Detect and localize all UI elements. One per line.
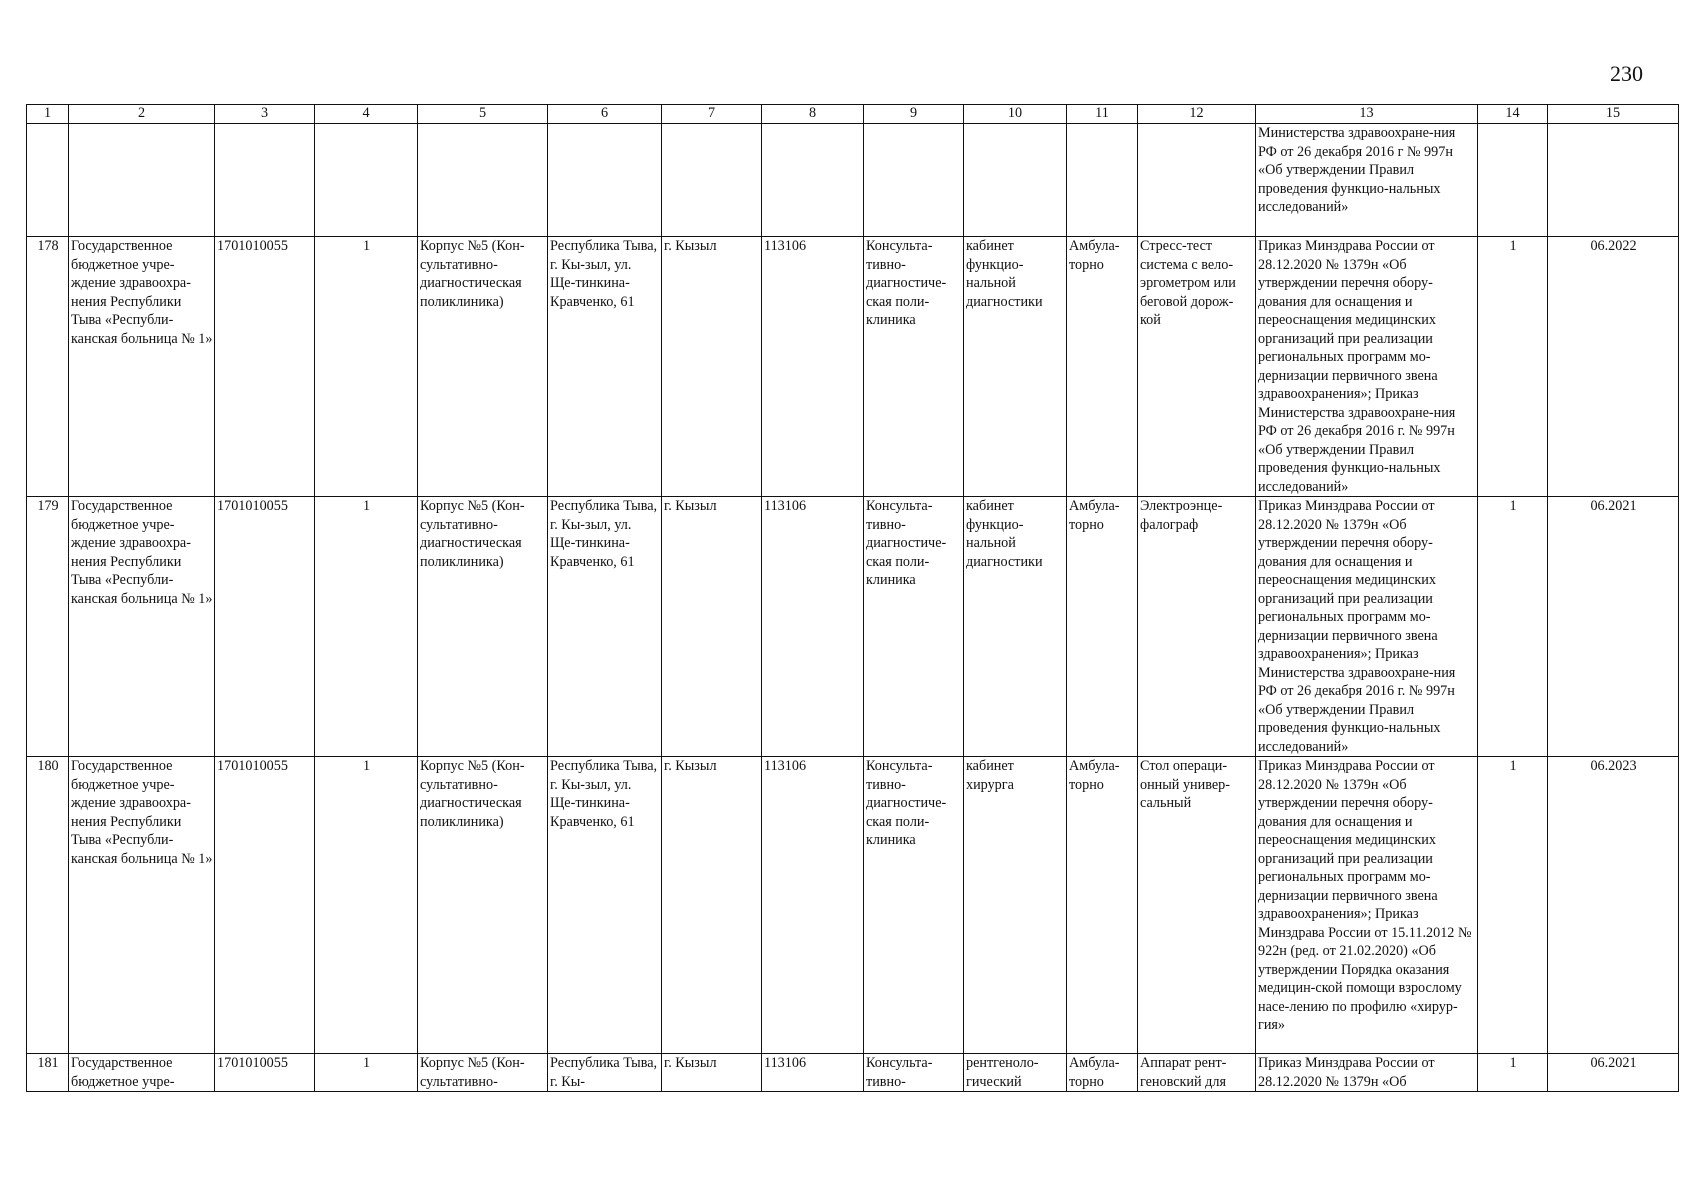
cell-organization: Государственное бюджетное учре-ждение здравоохра-нения Республики Тыва «Республи-канская больница № 1» bbox=[69, 497, 215, 757]
cell-c5 bbox=[418, 124, 548, 237]
cell-c11 bbox=[1067, 124, 1138, 237]
cell-equipment: Электроэнце-фалограф bbox=[1138, 497, 1256, 757]
cell-normative-basis: Приказ Минздрава России от 28.12.2020 № 1379н «Об утверждении перечня обору-дования для оснащения и переоснащения медицинских организаций при реализации региональных программ мо-дернизации первичного звена здравоохранения»; Приказ Министерства здравоохране-ния РФ от 26 декабря 2016 г. № 997н «Об утверждении Правил проведения функцио-нальных исследований» bbox=[1256, 237, 1478, 497]
cell-c4-value: 1 bbox=[315, 497, 418, 757]
cell-c3 bbox=[215, 124, 315, 237]
cell-quantity: 1 bbox=[1478, 237, 1548, 497]
page-number: 230 bbox=[1610, 61, 1643, 86]
column-header-7: 7 bbox=[662, 105, 762, 124]
cell-organization: Государственное бюджетное учре- bbox=[69, 1054, 215, 1092]
column-header-13: 13 bbox=[1256, 105, 1478, 124]
cell-building: Корпус №5 (Кон-сультативно-диагностическая поликлиника) bbox=[418, 237, 548, 497]
cell-care-form: Амбула-торно bbox=[1067, 1054, 1138, 1092]
column-header-4: 4 bbox=[315, 105, 418, 124]
cell-c8 bbox=[762, 124, 864, 237]
cell-row-number: 179 bbox=[27, 497, 69, 757]
column-header-12: 12 bbox=[1138, 105, 1256, 124]
cell-subdivision: Консульта-тивно-диагностиче-ская поли-клиника bbox=[864, 237, 964, 497]
column-header-11: 11 bbox=[1067, 105, 1138, 124]
column-header-10: 10 bbox=[964, 105, 1067, 124]
cell-date: 06.2023 bbox=[1548, 757, 1679, 1054]
cell-c4-value: 1 bbox=[315, 1054, 418, 1092]
cell-row-number: 178 bbox=[27, 237, 69, 497]
cell-care-form: Амбула-торно bbox=[1067, 497, 1138, 757]
cell-row-number: 180 bbox=[27, 757, 69, 1054]
table-row bbox=[27, 497, 1679, 757]
cell-c7 bbox=[662, 124, 762, 237]
cell-quantity: 1 bbox=[1478, 757, 1548, 1054]
cell-city: г. Кызыл bbox=[662, 1054, 762, 1092]
column-header-8: 8 bbox=[762, 105, 864, 124]
cell-date: 06.2021 bbox=[1548, 497, 1679, 757]
cell-c10 bbox=[964, 124, 1067, 237]
cell-c15 bbox=[1548, 124, 1679, 237]
cell-c4 bbox=[315, 124, 418, 237]
cell-c4-value: 1 bbox=[315, 757, 418, 1054]
cell-city: г. Кызыл bbox=[662, 757, 762, 1054]
cell-quantity: 1 bbox=[1478, 497, 1548, 757]
table-row bbox=[27, 1054, 1679, 1092]
cell-cabinet: кабинет функцио-нальной диагностики bbox=[964, 497, 1067, 757]
column-header-5: 5 bbox=[418, 105, 548, 124]
cell-equipment: Аппарат рент-геновский для bbox=[1138, 1054, 1256, 1092]
cell-c8-value: 113106 bbox=[762, 757, 864, 1054]
cell-date: 06.2021 bbox=[1548, 1054, 1679, 1092]
cell-c8-value: 113106 bbox=[762, 237, 864, 497]
column-header-1: 1 bbox=[27, 105, 69, 124]
cell-address: Республика Тыва, г. Кы-зыл, ул. Ще-тинкина-Кравченко, 61 bbox=[548, 237, 662, 497]
cell-equipment: Стресс-тест система с вело-эргометром или беговой дорож-кой bbox=[1138, 237, 1256, 497]
cell-subdivision: Консульта-тивно-диагностиче-ская поли-клиника bbox=[864, 497, 964, 757]
table-row bbox=[27, 237, 1679, 497]
cell-cabinet: кабинет функцио-нальной диагностики bbox=[964, 237, 1067, 497]
cell-normative-basis: Приказ Минздрава России от 28.12.2020 № 1379н «Об утверждении перечня обору-дования для оснащения и переоснащения медицинских организаций при реализации региональных программ мо-дернизации первичного звена здравоохранения»; Приказ Министерства здравоохране-ния РФ от 26 декабря 2016 г. № 997н «Об утверждении Правил проведения функцио-нальных исследований» bbox=[1256, 497, 1478, 757]
cell-code: 1701010055 bbox=[215, 757, 315, 1054]
cell-city: г. Кызыл bbox=[662, 237, 762, 497]
cell-building: Корпус №5 (Кон-сультативно-диагностическая поликлиника) bbox=[418, 497, 548, 757]
cell-c12 bbox=[1138, 124, 1256, 237]
cell-quantity: 1 bbox=[1478, 1054, 1548, 1092]
cell-normative-basis: Приказ Минздрава России от 28.12.2020 № 1379н «Об утверждении перечня обору-дования для оснащения и переоснащения медицинских организаций при реализации региональных программ мо-дернизации первичного звена здравоохранения»; Приказ Минздрава России от 15.11.2012 № 922н (ред. от 21.02.2020) «Об утверждении Порядка оказания медицин-ской помощи взрослому насе-лению по профилю «хирур-гия» bbox=[1256, 757, 1478, 1054]
cell-address: Республика Тыва, г. Кы- bbox=[548, 1054, 662, 1092]
cell-cabinet: рентгеноло-гический bbox=[964, 1054, 1067, 1092]
cell-care-form: Амбула-торно bbox=[1067, 237, 1138, 497]
cell-code: 1701010055 bbox=[215, 237, 315, 497]
cell-code: 1701010055 bbox=[215, 497, 315, 757]
column-number-header-row bbox=[27, 105, 1679, 124]
cell-date: 06.2022 bbox=[1548, 237, 1679, 497]
column-header-6: 6 bbox=[548, 105, 662, 124]
cell-code: 1701010055 bbox=[215, 1054, 315, 1092]
cell-organization: Государственное бюджетное учре-ждение здравоохра-нения Республики Тыва «Республи-канская больница № 1» bbox=[69, 757, 215, 1054]
cell-c8-value: 113106 bbox=[762, 1054, 864, 1092]
column-header-2: 2 bbox=[69, 105, 215, 124]
cell-c4-value: 1 bbox=[315, 237, 418, 497]
cell-subdivision: Консульта-тивно- bbox=[864, 1054, 964, 1092]
cell-building: Корпус №5 (Кон-сультативно- bbox=[418, 1054, 548, 1092]
cell-c8-value: 113106 bbox=[762, 497, 864, 757]
column-header-9: 9 bbox=[864, 105, 964, 124]
column-header-15: 15 bbox=[1548, 105, 1679, 124]
cell-c6 bbox=[548, 124, 662, 237]
cell-equipment: Стол операци-онный универ-сальный bbox=[1138, 757, 1256, 1054]
cell-cabinet: кабинет хирурга bbox=[964, 757, 1067, 1054]
cell-c14 bbox=[1478, 124, 1548, 237]
column-header-3: 3 bbox=[215, 105, 315, 124]
cell-subdivision: Консульта-тивно-диагностиче-ская поли-клиника bbox=[864, 757, 964, 1054]
equipment-register-table bbox=[26, 104, 1679, 1092]
cell-c9 bbox=[864, 124, 964, 237]
table-row bbox=[27, 757, 1679, 1054]
cell-normative-basis: Приказ Минздрава России от 28.12.2020 № 1379н «Об bbox=[1256, 1054, 1478, 1092]
cell-address: Республика Тыва, г. Кы-зыл, ул. Ще-тинкина-Кравченко, 61 bbox=[548, 757, 662, 1054]
cell-c2 bbox=[69, 124, 215, 237]
column-header-14: 14 bbox=[1478, 105, 1548, 124]
cell-organization: Государственное бюджетное учре-ждение здравоохра-нения Республики Тыва «Республи-канская больница № 1» bbox=[69, 237, 215, 497]
cell-care-form: Амбула-торно bbox=[1067, 757, 1138, 1054]
table-row-continuation bbox=[27, 124, 1679, 237]
cell-normative-basis: Министерства здравоохране-ния РФ от 26 декабря 2016 г № 997н «Об утверждении Правил проведения функцио-нальных исследований» bbox=[1256, 124, 1478, 237]
cell-city: г. Кызыл bbox=[662, 497, 762, 757]
cell-building: Корпус №5 (Кон-сультативно-диагностическая поликлиника) bbox=[418, 757, 548, 1054]
cell-c1 bbox=[27, 124, 69, 237]
cell-row-number: 181 bbox=[27, 1054, 69, 1092]
cell-address: Республика Тыва, г. Кы-зыл, ул. Ще-тинкина-Кравченко, 61 bbox=[548, 497, 662, 757]
